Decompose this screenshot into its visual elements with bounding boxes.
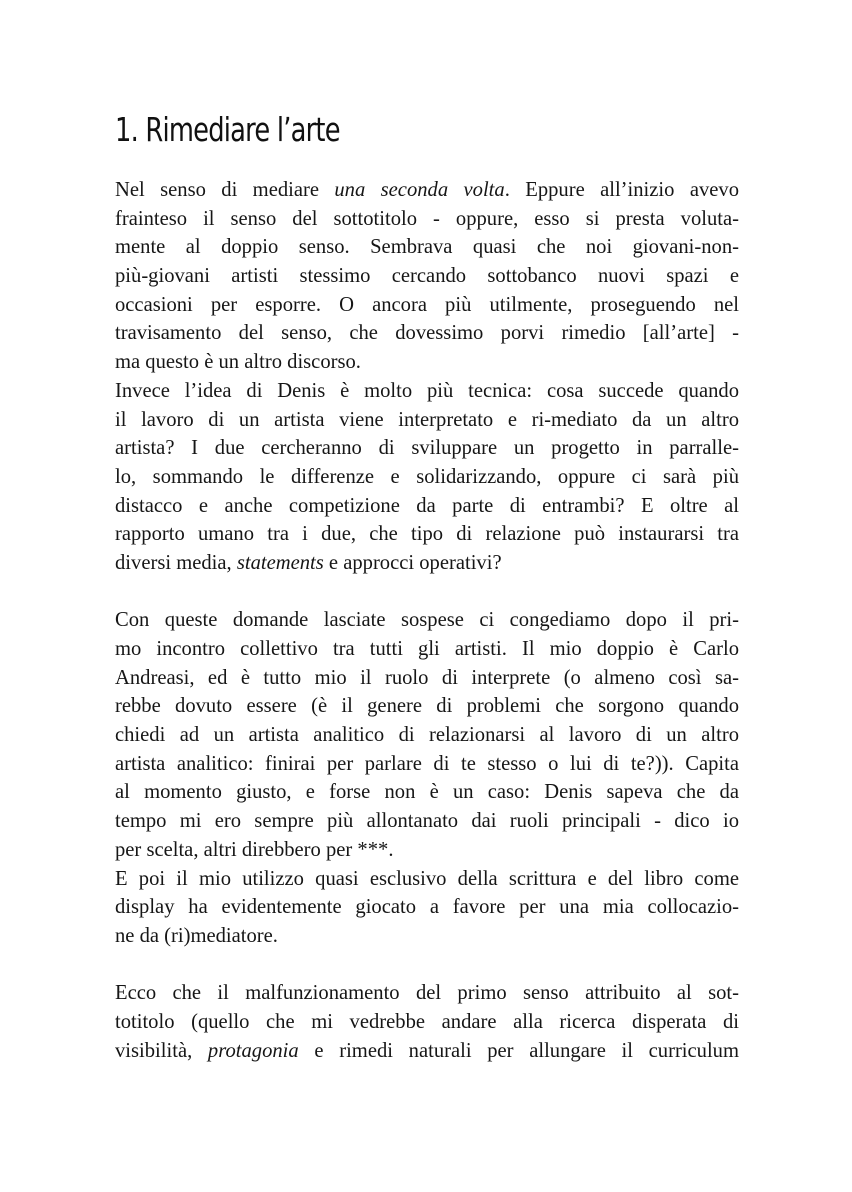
text-segment: Nel senso di mediare xyxy=(115,179,335,201)
text-line xyxy=(115,233,739,262)
text-line xyxy=(115,922,739,951)
text-segment: Invece l’idea di Denis è molto più tecnica: cosa succede quando xyxy=(115,379,739,402)
text-line xyxy=(115,377,739,406)
text-segment: Con queste domande lasciate sospese ci congediamo dopo il pri- xyxy=(115,609,739,632)
text-segment: frainteso il senso del sottotitolo - oppure, esso si presta voluta- xyxy=(115,207,739,230)
text-line xyxy=(115,348,739,377)
paragraph xyxy=(115,865,739,951)
text-line xyxy=(115,1037,739,1066)
text-line xyxy=(115,205,739,234)
text-line xyxy=(115,721,739,750)
text-segment: Ecco che il malfunzionamento del primo senso attribuito al sot- xyxy=(115,982,739,1005)
text-line xyxy=(115,893,739,922)
text-line xyxy=(115,664,739,693)
text-segment: lo, sommando le differenze e solidarizzando, oppure ci sarà più xyxy=(115,465,739,488)
text-segment: visibilità, xyxy=(115,1039,208,1062)
text-segment: artista? I due cercheranno di sviluppare un progetto in parralle- xyxy=(115,437,739,460)
text-segment: mo incontro collettivo tra tutti gli artisti. Il mio doppio è Carlo xyxy=(115,638,739,660)
italic-text: statements xyxy=(236,551,324,574)
text-line xyxy=(115,520,739,549)
text-segment: occasioni per esporre. O ancora più utilmente, proseguendo nel xyxy=(115,293,739,316)
text-line xyxy=(115,750,739,779)
text-line xyxy=(115,979,739,1008)
chapter-body xyxy=(115,176,739,1065)
text-segment: distacco e anche competizione da parte di entrambi? E oltre al xyxy=(115,494,739,517)
text-segment: il lavoro di un artista viene interpretato e ri-mediato da un altro xyxy=(115,408,739,431)
text-segment: artista analitico: finirai per parlare di te stesso o lui di te?)). Capita xyxy=(115,752,739,775)
paragraph-spacer xyxy=(115,951,739,980)
text-line xyxy=(115,635,739,664)
text-segment: tempo mi ero sempre più allontanato dai ruoli principali - dico io xyxy=(115,810,739,833)
text-segment: totitolo (quello che mi vedrebbe andare alla ricerca disperata di xyxy=(115,1010,739,1033)
text-segment: ma questo è un altro discorso. xyxy=(115,351,361,374)
text-line xyxy=(115,692,739,721)
chapter-title: 1. Rimediare l’arte xyxy=(115,110,340,149)
text-segment: per scelta, altri direbbero per ***. xyxy=(115,838,394,861)
text-line xyxy=(115,778,739,807)
text-line xyxy=(115,606,739,635)
text-segment: chiedi ad un artista analitico di relazionarsi al lavoro di un altro xyxy=(115,724,739,747)
text-segment: display ha evidentemente giocato a favore per una mia collocazio- xyxy=(115,896,739,919)
text-segment: più-giovani artisti stessimo cercando sottobanco nuovi spazi e xyxy=(115,265,739,288)
text-segment: Andreasi, ed è tutto mio il ruolo di interprete (o almeno così sa- xyxy=(115,666,739,689)
italic-text: una seconda volta xyxy=(334,179,505,201)
text-line xyxy=(115,291,739,320)
text-segment: e rimedi naturali per allungare il curriculum xyxy=(298,1039,739,1062)
text-line xyxy=(115,262,739,291)
text-line xyxy=(115,319,739,348)
text-segment: rapporto umano tra i due, che tipo di relazione può instaurarsi tra xyxy=(115,523,739,546)
text-line xyxy=(115,836,739,865)
text-segment: rebbe dovuto essere (è il genere di problemi che sorgono quando xyxy=(115,695,739,718)
paragraph xyxy=(115,377,739,578)
text-line xyxy=(115,406,739,435)
text-segment: travisamento del senso, che dovessimo porvi rimedio [all’arte] - xyxy=(115,322,739,345)
text-segment: e approcci operativi? xyxy=(323,551,502,574)
text-segment: ne da (ri)mediatore. xyxy=(115,924,278,947)
text-segment: mente al doppio senso. Sembrava quasi che noi giovani-non- xyxy=(115,236,739,259)
text-line xyxy=(115,492,739,521)
italic-text: protagonia xyxy=(207,1039,299,1062)
text-line xyxy=(115,865,739,894)
text-line xyxy=(115,807,739,836)
paragraph-spacer xyxy=(115,578,739,607)
text-line xyxy=(115,434,739,463)
text-segment: E poi il mio utilizzo quasi esclusivo della scrittura e del libro come xyxy=(115,867,739,890)
text-line xyxy=(115,549,739,578)
paragraph xyxy=(115,606,739,864)
text-segment: al momento giusto, e forse non è un caso: Denis sapeva che da xyxy=(115,781,739,804)
paragraph xyxy=(115,979,739,1065)
paragraph xyxy=(115,176,739,377)
text-line xyxy=(115,463,739,492)
text-line xyxy=(115,176,739,205)
text-segment: . Eppure all’inizio avevo xyxy=(504,179,739,201)
text-segment: diversi media, xyxy=(115,551,237,574)
text-line xyxy=(115,1008,739,1037)
